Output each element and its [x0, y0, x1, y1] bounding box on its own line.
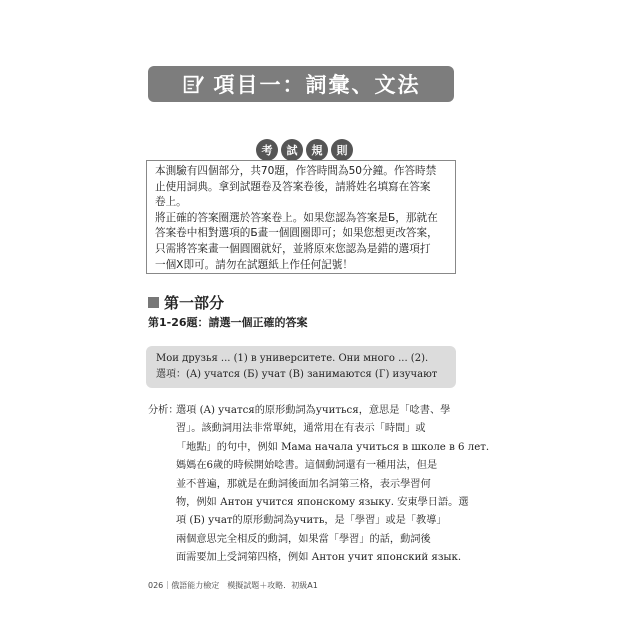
chapter-banner — [148, 66, 454, 102]
notepad-pencil-icon — [182, 73, 204, 95]
analysis-line: 兩個意思完全相反的動詞，如果當「學習」的話，動詞後 — [176, 533, 431, 545]
rules-line: 答案卷中相對選項的Б畫一個圓圈即可；如果您想更改答案， — [155, 227, 438, 240]
analysis-block — [148, 402, 490, 568]
analysis-line: 項 (Б) учат的原形動詞為учить，是「學習」或是「教導」 — [176, 515, 447, 527]
analysis-line: 並不普遍，那就是在動詞後面加名詞第三格，表示學習何 — [176, 478, 431, 490]
square-bullet-icon — [148, 297, 159, 308]
question-box — [146, 346, 456, 388]
analysis-line: 物，例如 Антон учится японскому языку. 安東學日語。選 — [176, 497, 469, 509]
analysis-line: 選項 (A) учатся的原形動詞為учиться，意思是「唸書、學 — [176, 405, 451, 416]
rules-tag-char: 則 — [331, 139, 353, 161]
rules-tag-char: 試 — [281, 139, 303, 161]
rules-line: 將正確的答案圈選於答案卷上。如果您認為答案是Б，那就在 — [155, 211, 438, 224]
analysis-line: 媽媽在6歲的時候開始唸書。這個動詞還有一種用法，但是 — [176, 460, 438, 472]
analysis-body — [176, 402, 490, 568]
analysis-line: 「地點」的句中，例如 Мама начала учиться в школе в 6 лет. — [176, 441, 490, 453]
question-sentence: Мои друзья ... (1) в университете. Они много ... (2). — [156, 353, 429, 364]
section-instruction: 第1-26題：請選一個正確的答案 — [148, 316, 308, 329]
analysis-label: 分析： — [148, 405, 179, 416]
rules-line: 本測驗有四個部分，共70題，作答時間為50分鐘。作答時禁 — [155, 165, 437, 177]
chapter-title: 項目一：詞彙、文法 — [213, 73, 421, 97]
question-options: 選項：(A) учатся (Б) учат (В) занимаются (Г) изучают — [156, 369, 438, 380]
rules-line: 止使用詞典。拿到試題卷及答案卷後，請將姓名填寫在答案 — [155, 180, 431, 193]
analysis-line: 習」。該動詞用法非常單純，通常用在有表示「時間」或 — [176, 423, 426, 435]
rules-line: 只需將答案畫一個圓圈就好，並將原來您認為是錯的選項打 — [155, 242, 431, 255]
rules-tag-char: 規 — [306, 139, 328, 161]
exam-rules-tag — [256, 139, 353, 161]
rules-line: 卷上。 — [155, 196, 187, 209]
analysis-line: 面需要加上受詞第四格，例如 Антон учит японский язык. — [176, 552, 462, 564]
section-title: 第一部分 — [164, 294, 225, 312]
section-heading — [148, 292, 224, 313]
rules-tag-char: 考 — [256, 139, 278, 161]
page-footer: 026｜俄語能力檢定 模擬試題＋攻略．初級A1 — [148, 581, 318, 590]
rules-line: 一個X即可。請勿在試題紙上作任何記號！ — [155, 258, 353, 271]
exam-rules-box — [146, 160, 456, 274]
